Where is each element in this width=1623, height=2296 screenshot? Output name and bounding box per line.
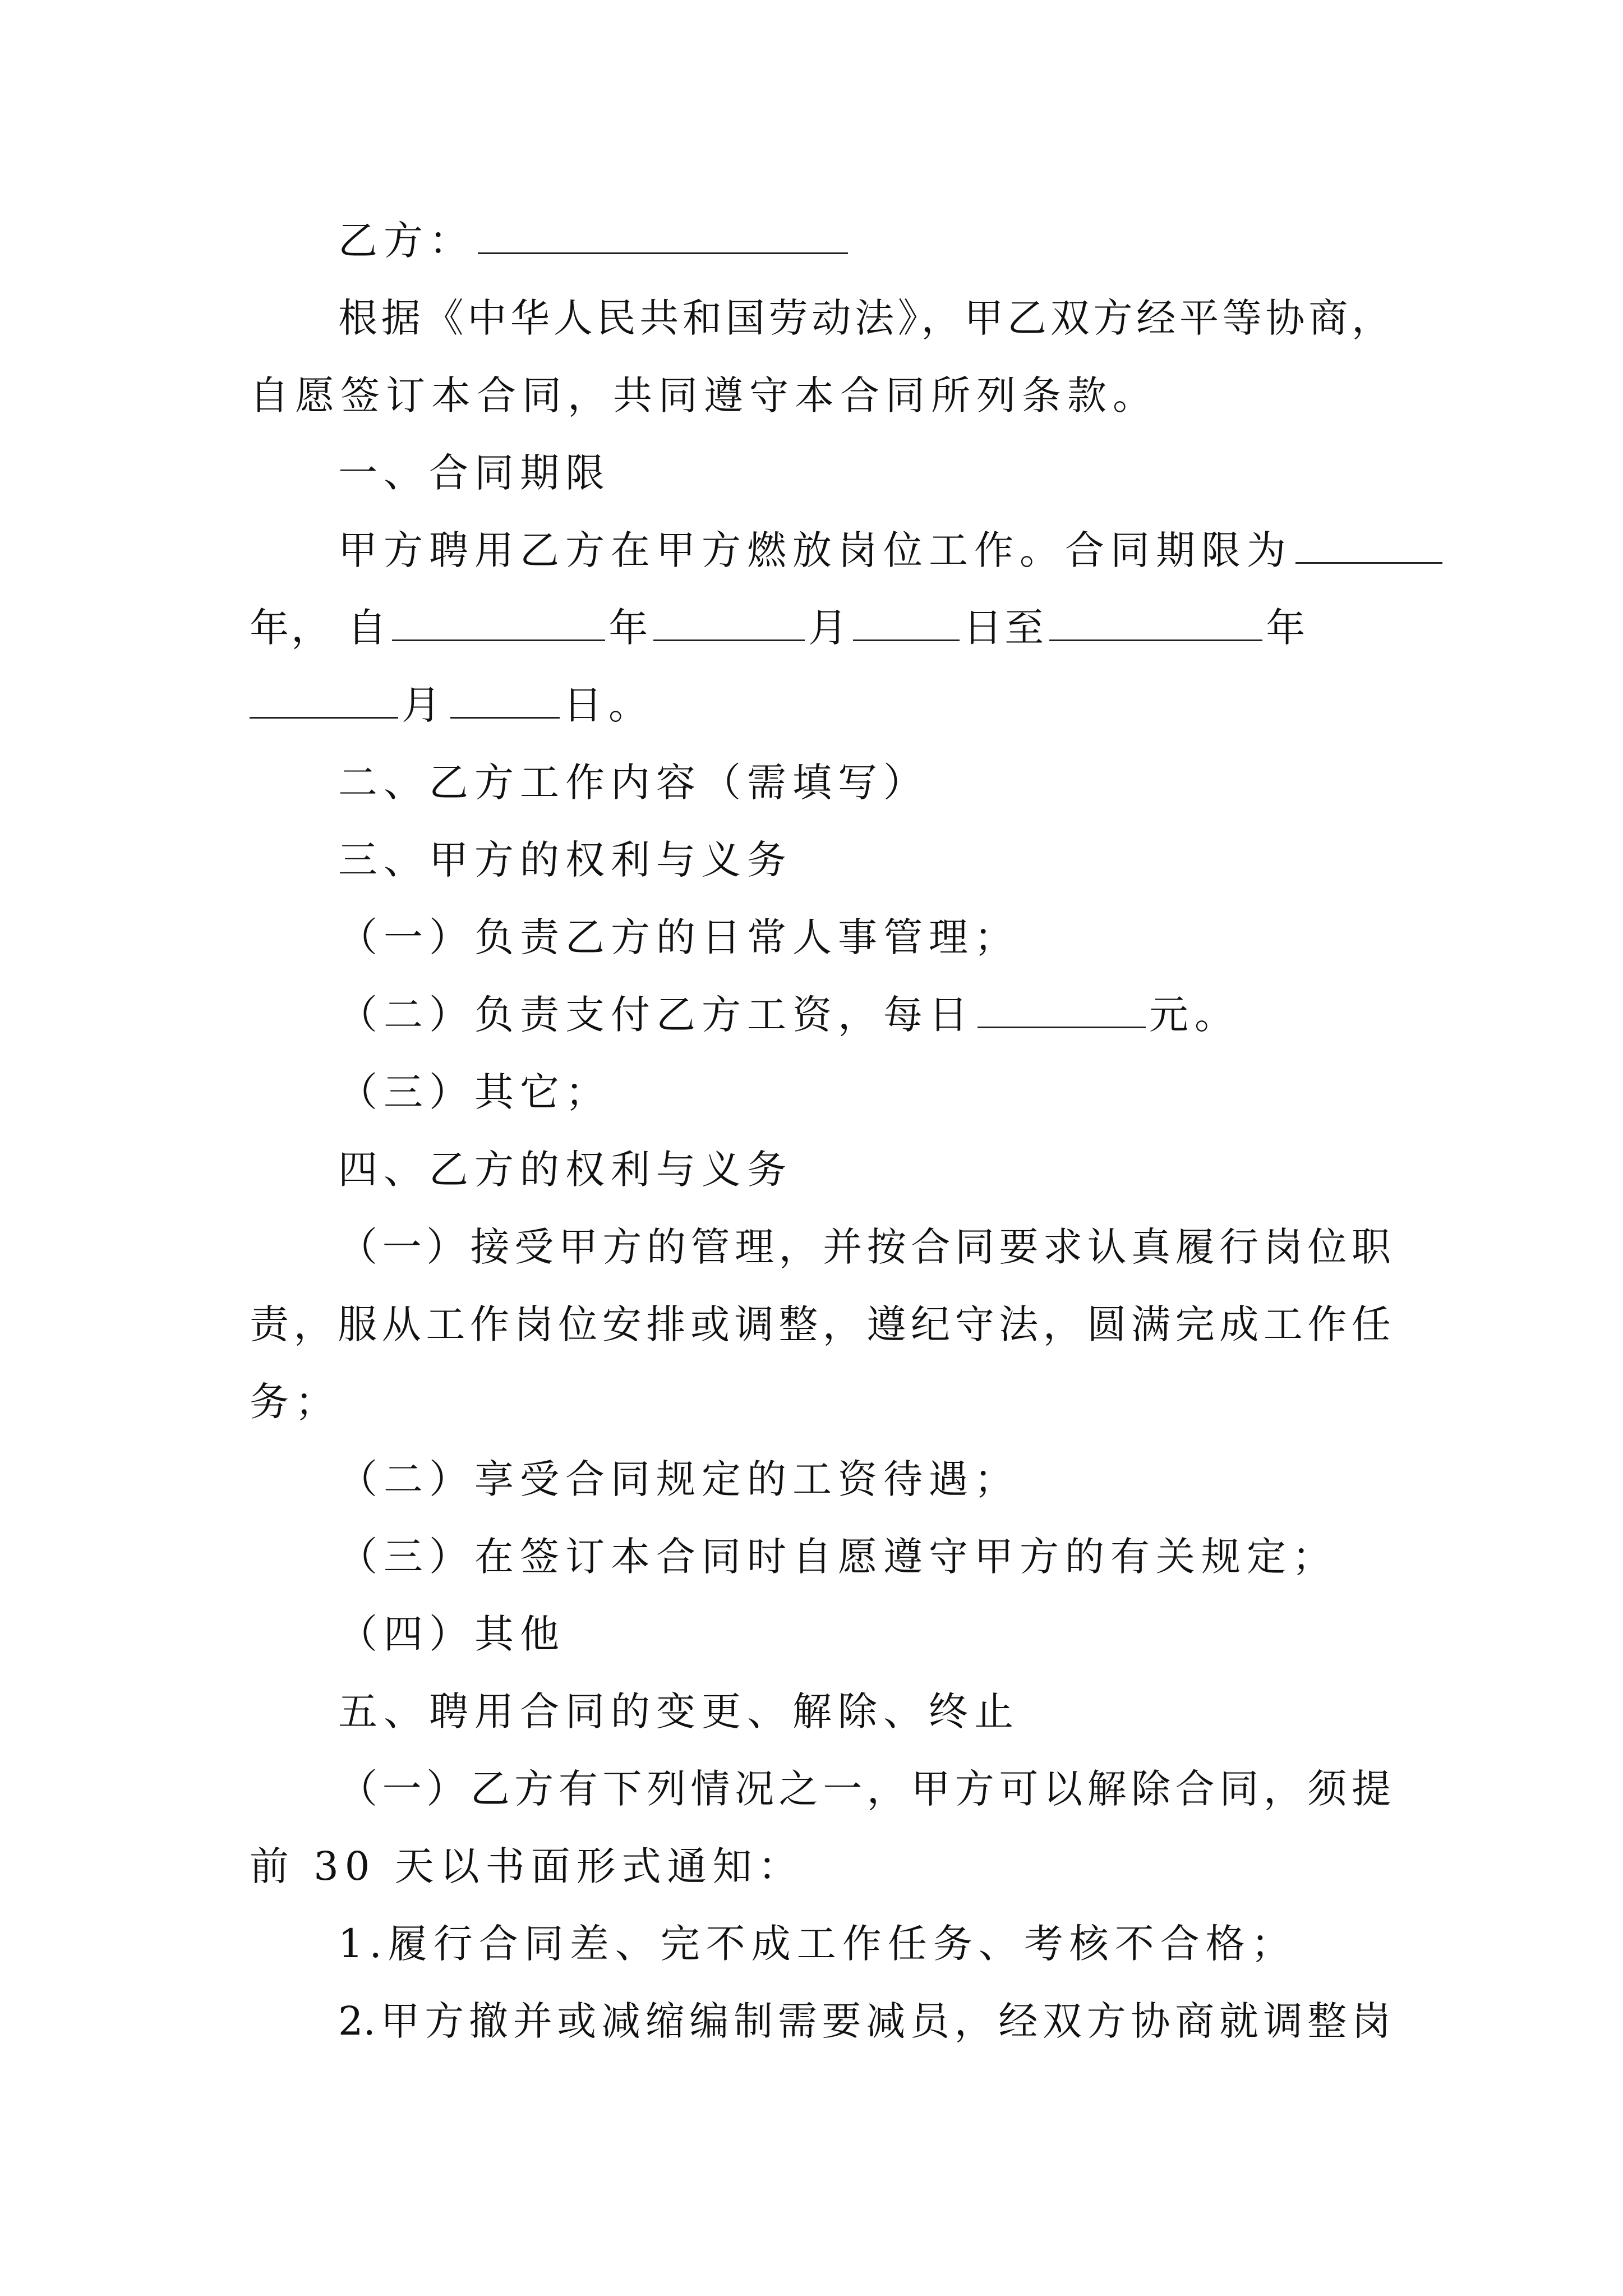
start-month-blank [653,606,805,641]
section-4-item-4: （四）其他 [338,1611,565,1657]
section-2-title: 二、乙方工作内容（需填写） [338,760,929,806]
section-1-text-line-2 [250,589,1391,666]
start-year-blank [392,606,605,641]
end-year-label: 年 [1266,605,1308,651]
section-4-title: 四、乙方的权利与义务 [338,1147,792,1193]
party-b-line [338,202,1391,279]
section-4-item-1-line-1: （一）接受甲方的管理，并按合同要求认真履行岗位职 [338,1224,1391,1270]
start-year-label: 年 [608,605,651,651]
section-4-item-3: （三）在签订本合同时自愿遵守甲方的有关规定； [338,1534,1338,1580]
section-3-item-2-unit: 元。 [1149,992,1240,1038]
intro-line-1: 根据《中华人民共和国劳动法》，甲乙双方经平等协商， [338,295,1391,341]
section-3-item-3: （三）其它； [338,1069,611,1115]
section-5-item-1-line-1: （一）乙方有下列情况之一，甲方可以解除合同，须提 [338,1766,1391,1812]
section-1-text-line-3 [250,666,1391,744]
section-1-text-line-1 [338,512,1391,589]
end-month-label: 月 [402,682,447,728]
section-5-point-2: 2.甲方撤并或减缩编制需要减员，经双方协商就调整岗 [338,1998,1391,2044]
section-5-point-1: 1.履行合同差、完不成工作任务、考核不合格； [338,1921,1297,1967]
section-3-item-2 [338,976,1391,1053]
start-day-to-label: 日至 [963,605,1046,651]
end-day-label: 日。 [563,682,654,728]
section-5-item-1-line-2: 前 30 天以书面形式通知： [250,1843,804,1889]
daily-wage-blank [978,993,1146,1028]
start-day-blank [853,606,960,641]
section-1-title: 一、合同期限 [338,450,611,496]
section-1-text-a: 甲方聘用乙方在甲方燃放岗位工作。合同期限为 [338,527,1292,573]
section-5-title: 五、聘用合同的变更、解除、终止 [338,1688,1020,1734]
start-month-label: 月 [808,605,850,651]
section-3-title: 三、甲方的权利与义务 [338,837,792,883]
end-month-blank [250,683,398,719]
section-4-item-1-line-3: 务； [250,1379,340,1425]
section-3-item-2-text: （二）负责支付乙方工资，每日 [338,992,974,1038]
section-4-item-1-line-2: 责，服从工作岗位安排或调整，遵纪守法，圆满完成工作任 [250,1301,1391,1347]
intro-line-2: 自愿签订本合同，共同遵守本合同所列条款。 [250,372,1158,418]
term-year-label: 年， [250,605,333,651]
end-year-blank [1049,606,1262,641]
term-years-blank [1295,528,1442,564]
party-b-blank [478,219,848,254]
section-3-item-1: （一）负责乙方的日常人事管理； [338,914,1020,960]
term-from-label: 自 [347,605,389,651]
party-b-label: 乙方： [338,218,474,264]
end-day-blank [450,683,560,719]
section-4-item-2: （二）享受合同规定的工资待遇； [338,1456,1020,1502]
